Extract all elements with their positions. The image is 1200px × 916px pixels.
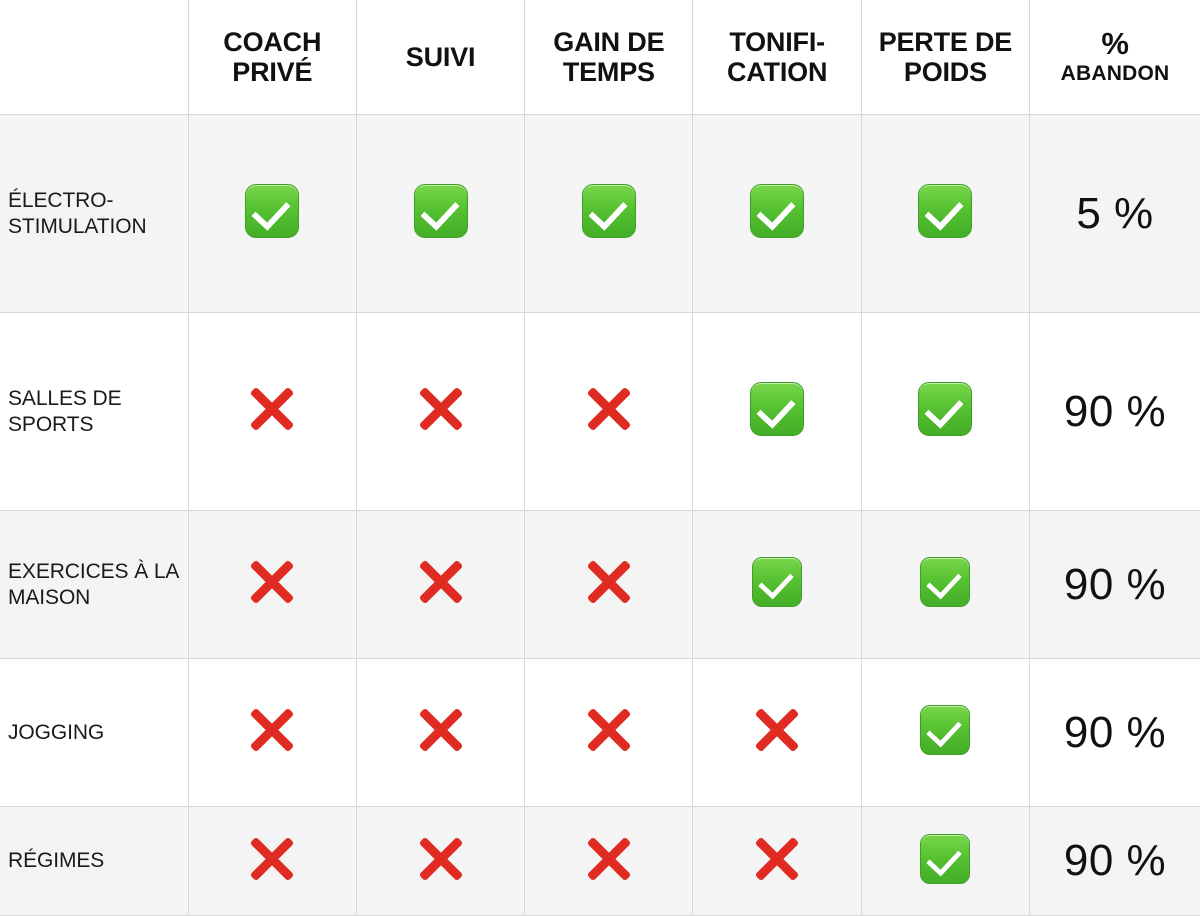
check-mark-icon	[245, 184, 299, 238]
row-label-jogging: JOGGING	[0, 659, 188, 807]
cell-maison-temps	[525, 511, 693, 659]
cell-electro-abandon: 5 %	[1030, 115, 1200, 313]
cell-electro-temps	[525, 115, 693, 313]
check-mark-icon	[918, 382, 972, 436]
cross-mark-icon	[751, 833, 803, 885]
cross-mark-icon	[583, 833, 635, 885]
cross-mark-icon	[583, 383, 635, 435]
cross-mark-icon	[415, 833, 467, 885]
cell-jogging-temps	[525, 659, 693, 807]
cell-maison-suivi	[356, 511, 524, 659]
check-mark-icon	[920, 557, 970, 607]
cell-regimes-coach	[188, 807, 356, 916]
check-mark-icon	[920, 834, 970, 884]
cell-jogging-abandon: 90 %	[1030, 659, 1200, 807]
table-body	[0, 115, 1200, 916]
cell-electro-coach	[188, 115, 356, 313]
cross-mark-icon	[246, 556, 298, 608]
cross-mark-icon	[415, 556, 467, 608]
cell-regimes-perte	[861, 807, 1029, 916]
row-label-electro-stimulation: ÉLECTRO-STIMULATION	[0, 115, 188, 313]
check-mark-icon	[918, 184, 972, 238]
cell-electro-tonification	[693, 115, 861, 313]
cell-salles-perte	[861, 313, 1029, 511]
header-corner-empty	[0, 0, 188, 115]
cell-maison-abandon: 90 %	[1030, 511, 1200, 659]
cross-mark-icon	[246, 833, 298, 885]
header-gain-de-temps: GAIN DE TEMPS	[525, 0, 693, 115]
row-label-regimes: RÉGIMES	[0, 807, 188, 916]
cell-salles-abandon: 90 %	[1030, 313, 1200, 511]
cell-electro-suivi	[356, 115, 524, 313]
cross-mark-icon	[583, 704, 635, 756]
cell-maison-perte	[861, 511, 1029, 659]
check-mark-icon	[414, 184, 468, 238]
table-row	[0, 807, 1200, 916]
header-percent-symbol: %	[1101, 26, 1129, 62]
table-header	[0, 0, 1200, 115]
header-coach-prive: COACH PRIVÉ	[188, 0, 356, 115]
cell-salles-temps	[525, 313, 693, 511]
header-pourcent-abandon	[1030, 0, 1200, 115]
cross-mark-icon	[751, 704, 803, 756]
header-abandon-text: ABANDON	[1060, 61, 1170, 85]
check-mark-icon	[752, 557, 802, 607]
cell-maison-coach	[188, 511, 356, 659]
cell-salles-tonification	[693, 313, 861, 511]
header-suivi: SUIVI	[356, 0, 524, 115]
cell-regimes-abandon: 90 %	[1030, 807, 1200, 916]
cell-jogging-tonification	[693, 659, 861, 807]
row-label-salles-de-sports: SALLES DE SPORTS	[0, 313, 188, 511]
cell-regimes-tonification	[693, 807, 861, 916]
table-row	[0, 511, 1200, 659]
cell-jogging-coach	[188, 659, 356, 807]
check-mark-icon	[920, 705, 970, 755]
header-tonification: TONIFI-CATION	[693, 0, 861, 115]
cell-regimes-temps	[525, 807, 693, 916]
table-row	[0, 115, 1200, 313]
row-label-exercices-a-la-maison: EXERCICES À LA MAISON	[0, 511, 188, 659]
cell-salles-coach	[188, 313, 356, 511]
cross-mark-icon	[246, 383, 298, 435]
cell-electro-perte	[861, 115, 1029, 313]
cell-regimes-suivi	[356, 807, 524, 916]
header-perte-de-poids: PERTE DE POIDS	[861, 0, 1029, 115]
check-mark-icon	[582, 184, 636, 238]
cross-mark-icon	[415, 383, 467, 435]
cell-maison-tonification	[693, 511, 861, 659]
cross-mark-icon	[415, 704, 467, 756]
cross-mark-icon	[246, 704, 298, 756]
check-mark-icon	[750, 382, 804, 436]
cross-mark-icon	[583, 556, 635, 608]
header-row	[0, 0, 1200, 115]
cell-jogging-perte	[861, 659, 1029, 807]
table-row	[0, 313, 1200, 511]
cell-salles-suivi	[356, 313, 524, 511]
cell-jogging-suivi	[356, 659, 524, 807]
check-mark-icon	[750, 184, 804, 238]
table-row	[0, 659, 1200, 807]
